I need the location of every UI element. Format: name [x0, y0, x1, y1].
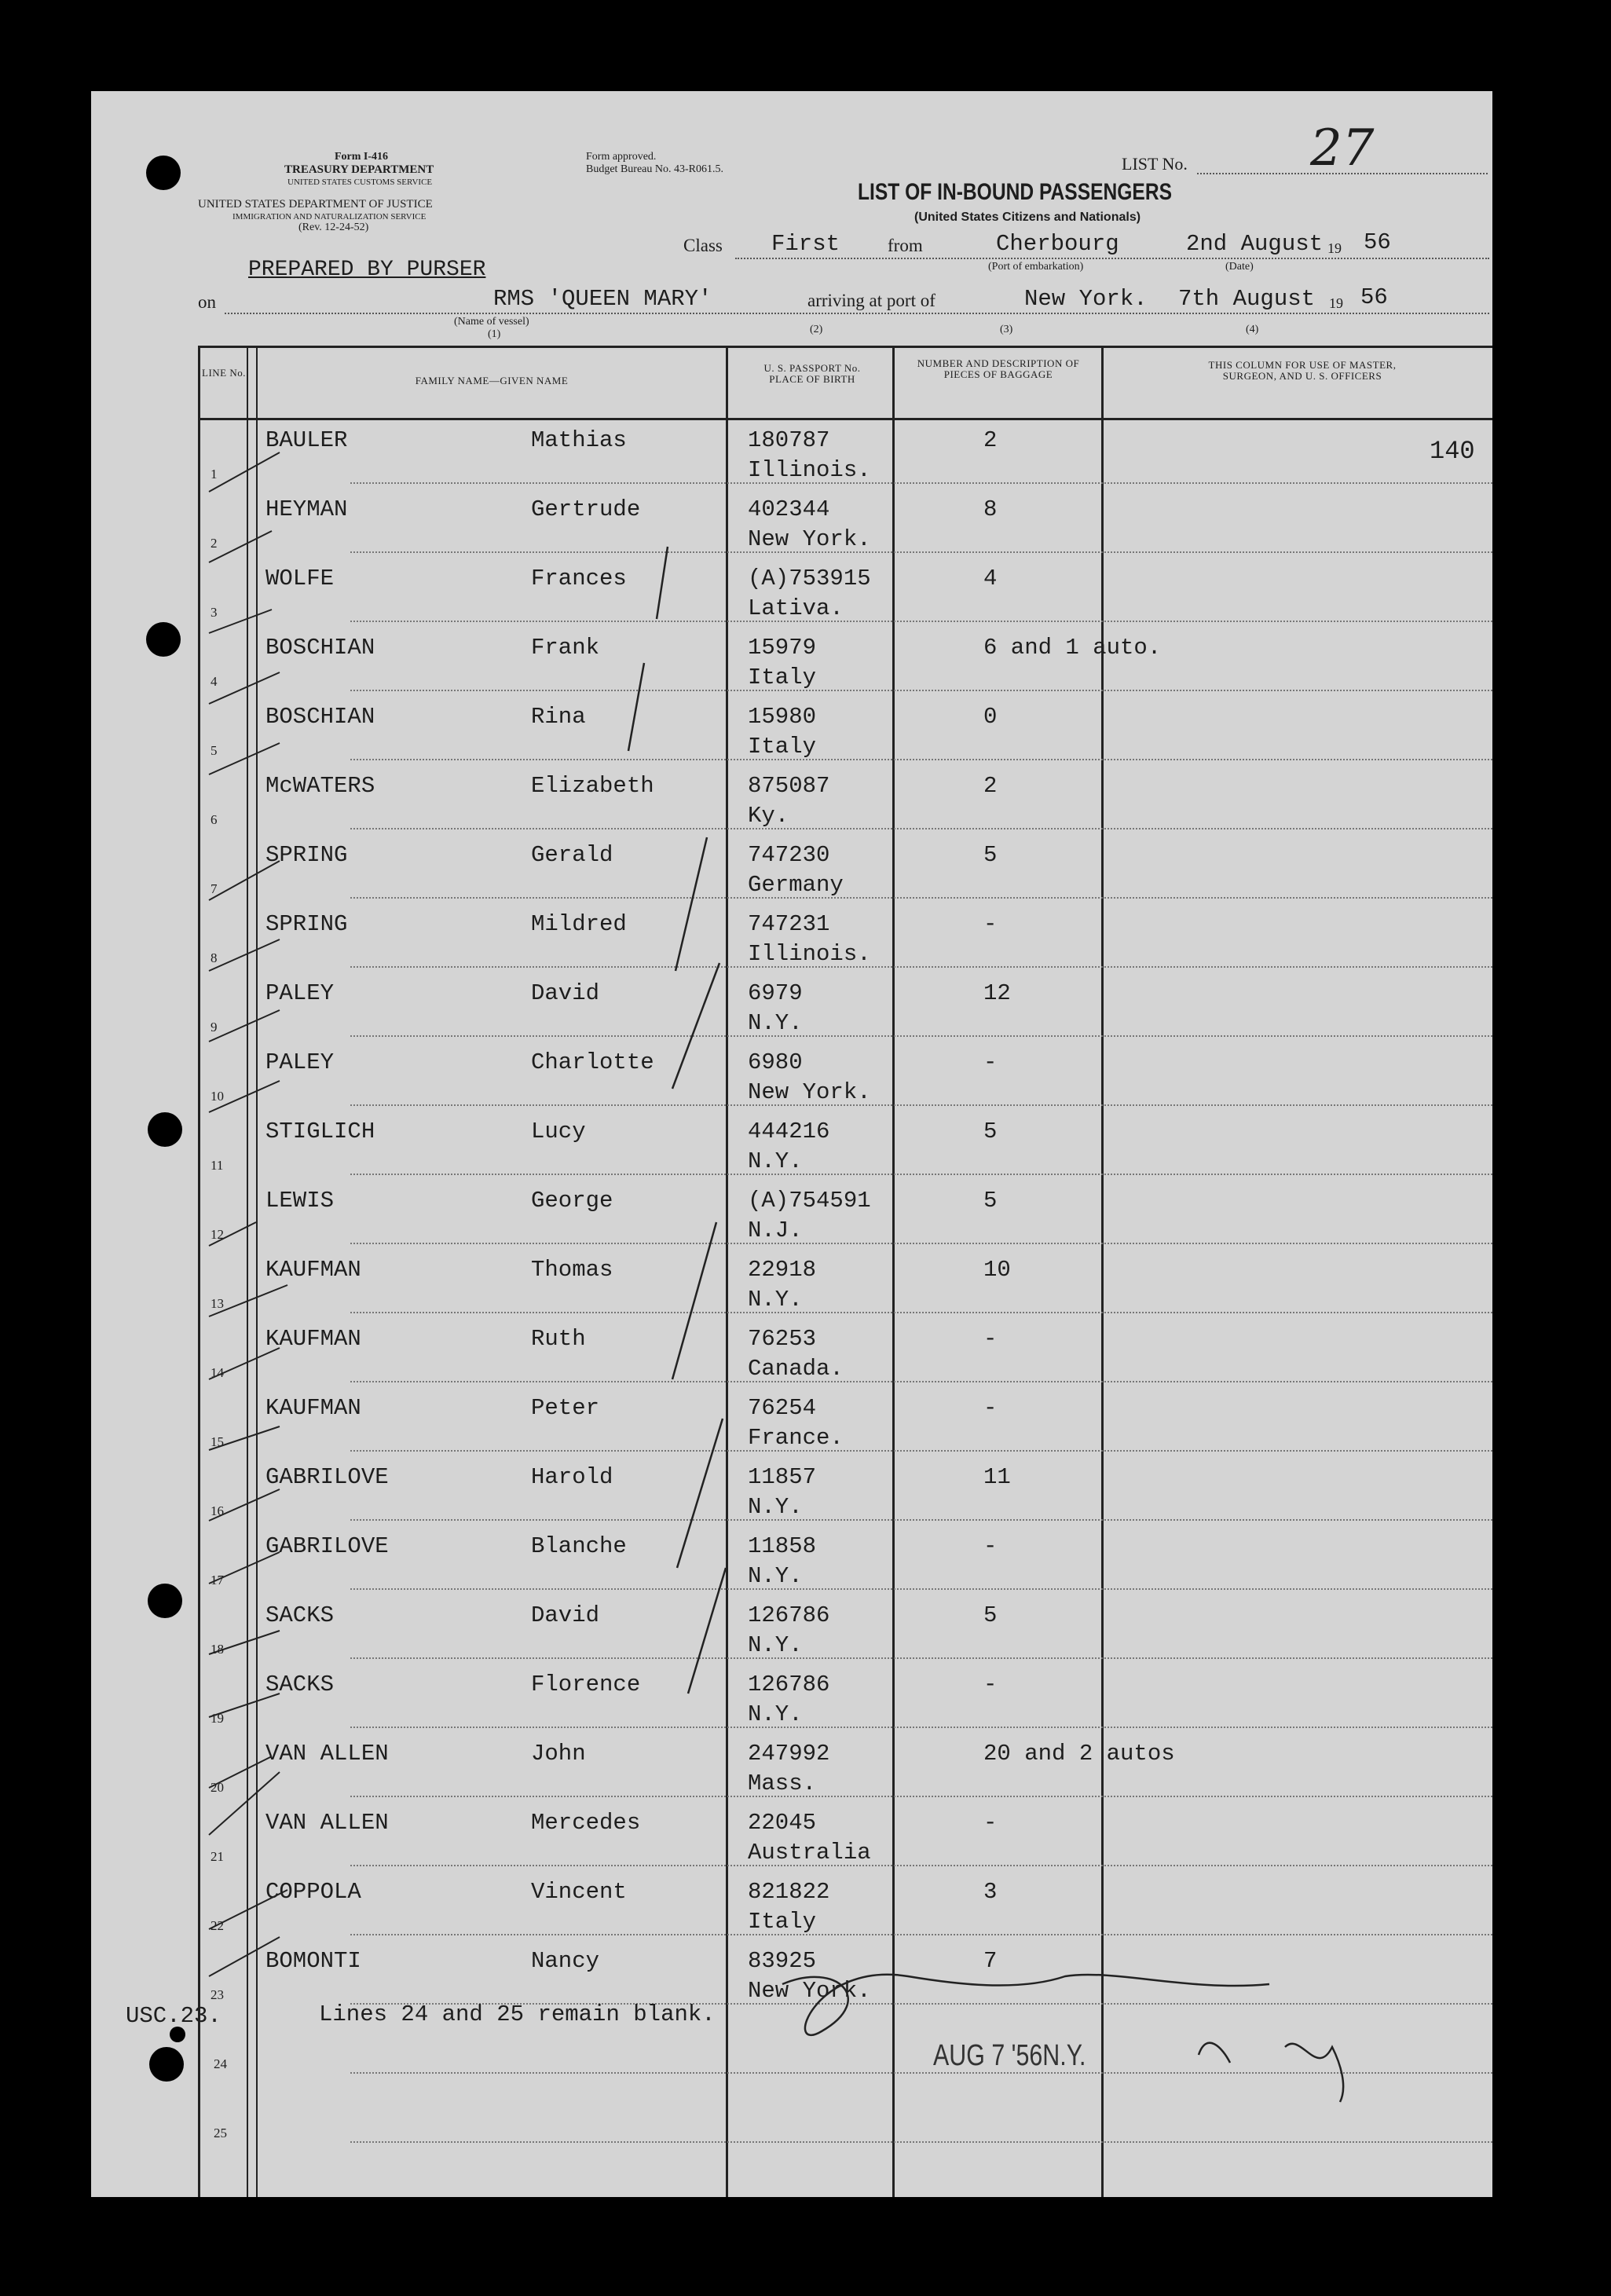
- baggage-count: 4: [983, 566, 998, 591]
- line-number: 1: [211, 467, 218, 482]
- baggage-count: -: [983, 1049, 998, 1075]
- baggage-count: 6 and 1 auto.: [983, 635, 1162, 661]
- passport-number: 180787: [748, 427, 830, 453]
- passenger-given-name: Gerald: [531, 842, 613, 868]
- line-number: 2: [211, 536, 218, 551]
- passport-number: 15980: [748, 704, 817, 730]
- passenger-family-name: SPRING: [265, 911, 348, 937]
- place-of-birth: Illinois.: [748, 941, 871, 967]
- passport-number: 247992: [748, 1741, 830, 1767]
- caption-3: (3): [1000, 324, 1013, 335]
- list-number-value: 27: [1310, 119, 1375, 178]
- passport-number: 11858: [748, 1533, 817, 1559]
- baggage-count: 12: [983, 980, 1011, 1006]
- page-title: LIST OF IN-BOUND PASSENGERS: [858, 179, 1173, 205]
- passenger-given-name: Rina: [531, 704, 586, 730]
- baggage-count: 7: [983, 1948, 998, 1974]
- passenger-given-name: Vincent: [531, 1879, 627, 1905]
- place-of-birth: N.J.: [748, 1218, 803, 1243]
- baggage-count: -: [983, 1672, 998, 1697]
- passport-number: 6980: [748, 1049, 803, 1075]
- baggage-count: 5: [983, 1602, 998, 1628]
- passenger-family-name: GABRILOVE: [265, 1464, 389, 1490]
- passenger-list-page: [91, 91, 1492, 2197]
- customs-service: UNITED STATES CUSTOMS SERVICE: [287, 178, 433, 187]
- passport-number: 15979: [748, 635, 817, 661]
- margin-code: USC.23.: [126, 2003, 222, 2029]
- passenger-given-name: John: [531, 1741, 586, 1767]
- baggage-count: 10: [983, 1257, 1011, 1283]
- line-number: 23: [211, 1987, 224, 2002]
- passenger-family-name: HEYMAN: [265, 496, 348, 522]
- passport-number: 126786: [748, 1602, 830, 1628]
- place-of-birth: Canada.: [748, 1356, 844, 1382]
- place-of-birth: Australia: [748, 1840, 871, 1866]
- on-label: on: [198, 292, 216, 312]
- passport-number: 402344: [748, 496, 830, 522]
- page-subtitle: (United States Citizens and Nationals): [914, 211, 1141, 224]
- vessel-caption: (Name of vessel): [454, 316, 529, 328]
- passport-number: 747230: [748, 842, 830, 868]
- passenger-given-name: Frank: [531, 635, 600, 661]
- line-number: 24: [214, 2056, 227, 2071]
- passenger-given-name: Frances: [531, 566, 627, 591]
- port-caption: (Port of embarkation): [988, 261, 1084, 273]
- passenger-given-name: George: [531, 1188, 613, 1214]
- line-number: 4: [211, 674, 218, 689]
- passenger-given-name: Lucy: [531, 1119, 586, 1144]
- place-of-birth: N.Y.: [748, 1701, 803, 1727]
- passenger-given-name: Harold: [531, 1464, 613, 1490]
- passenger-given-name: Gertrude: [531, 496, 641, 522]
- passenger-family-name: BAULER: [265, 427, 348, 453]
- passport-number: 747231: [748, 911, 830, 937]
- arrival-year-prefix: 19: [1329, 295, 1343, 311]
- passenger-family-name: LEWIS: [265, 1188, 335, 1214]
- passport-number: 6979: [748, 980, 803, 1006]
- header-official: THIS COLUMN FOR USE OF MASTER, SURGEON, AND U. S. OFFICERS: [1208, 359, 1397, 382]
- class-value: First: [771, 231, 840, 257]
- baggage-count: 8: [983, 496, 998, 522]
- check-marks: [209, 452, 287, 1976]
- line-number: 11: [211, 1158, 224, 1173]
- passenger-given-name: Mercedes: [531, 1810, 641, 1836]
- passenger-given-name: Peter: [531, 1395, 600, 1421]
- list-number-label: LIST No.: [1122, 154, 1188, 174]
- passenger-given-name: David: [531, 980, 600, 1006]
- line-number: 7: [211, 881, 218, 896]
- place-of-birth: Italy: [748, 1909, 817, 1935]
- vessel-name: RMS 'QUEEN MARY': [493, 286, 712, 312]
- passport-number: 821822: [748, 1879, 830, 1905]
- passport-number: 76253: [748, 1326, 817, 1352]
- passenger-given-name: Mildred: [531, 911, 627, 937]
- line-number: 16: [211, 1503, 224, 1518]
- baggage-count: 0: [983, 704, 998, 730]
- line-number: 18: [211, 1642, 224, 1657]
- passenger-family-name: VAN ALLEN: [265, 1741, 389, 1767]
- place-of-birth: N.Y.: [748, 1148, 803, 1174]
- baggage-count: 5: [983, 1119, 998, 1144]
- immigration-service: IMMIGRATION AND NATURALIZATION SERVICE: [232, 212, 427, 222]
- passenger-family-name: WOLFE: [265, 566, 335, 591]
- budget-bureau: Budget Bureau No. 43-R061.5.: [586, 163, 723, 175]
- passenger-given-name: Ruth: [531, 1326, 586, 1352]
- place-of-birth: Illinois.: [748, 457, 871, 483]
- line-number: 8: [211, 950, 218, 965]
- line-number: 3: [211, 605, 218, 620]
- passport-number: 11857: [748, 1464, 817, 1490]
- line-number: 12: [211, 1227, 224, 1242]
- place-of-birth: Ky.: [748, 803, 789, 829]
- passenger-family-name: BOSCHIAN: [265, 704, 375, 730]
- baggage-count: -: [983, 1810, 998, 1836]
- passenger-given-name: Florence: [531, 1672, 641, 1697]
- form-number: Form I-416: [335, 151, 389, 163]
- justice-department: UNITED STATES DEPARTMENT OF JUSTICE: [198, 198, 433, 211]
- line-number: 14: [211, 1365, 224, 1380]
- line-number: 21: [211, 1849, 224, 1864]
- passport-number: 83925: [748, 1948, 817, 1974]
- passport-number: 76254: [748, 1395, 817, 1421]
- line-number: 13: [211, 1296, 224, 1311]
- year-value: 56: [1364, 229, 1391, 255]
- place-of-birth: Mass.: [748, 1771, 817, 1796]
- passenger-family-name: KAUFMAN: [265, 1395, 361, 1421]
- header-baggage: NUMBER AND DESCRIPTION OF PIECES OF BAGGAGE: [917, 357, 1080, 380]
- caption-4: (4): [1246, 324, 1259, 335]
- line-number: 15: [211, 1434, 224, 1449]
- year-prefix: 19: [1327, 240, 1342, 256]
- passenger-family-name: SACKS: [265, 1602, 335, 1628]
- line-number: 10: [211, 1089, 224, 1104]
- passenger-family-name: SPRING: [265, 842, 348, 868]
- place-of-birth: N.Y.: [748, 1563, 803, 1589]
- passenger-family-name: VAN ALLEN: [265, 1810, 389, 1836]
- place-of-birth: New York.: [748, 1978, 871, 2004]
- line-number: 5: [211, 743, 218, 758]
- passenger-family-name: GABRILOVE: [265, 1533, 389, 1559]
- arrival-date: 7th August: [1178, 286, 1316, 312]
- baggage-count: 11: [983, 1464, 1011, 1490]
- arriving-label: arriving at port of: [807, 291, 935, 310]
- place-of-birth: Germany: [748, 872, 844, 898]
- passenger-family-name: COPPOLA: [265, 1879, 361, 1905]
- passport-number: 22918: [748, 1257, 817, 1283]
- place-of-birth: New York.: [748, 526, 871, 552]
- baggage-count: 2: [983, 427, 998, 453]
- passenger-given-name: Blanche: [531, 1533, 627, 1559]
- baggage-count: -: [983, 1395, 998, 1421]
- baggage-count: 20 and 2 autos: [983, 1741, 1175, 1767]
- line-number: 9: [211, 1020, 218, 1034]
- passenger-family-name: SACKS: [265, 1672, 335, 1697]
- baggage-count: -: [983, 1533, 998, 1559]
- place-of-birth: New York.: [748, 1079, 871, 1105]
- passenger-given-name: Nancy: [531, 1948, 600, 1974]
- place-of-birth: Lativa.: [748, 595, 844, 621]
- passport-number: (A)754591: [748, 1188, 871, 1214]
- arrival-port: New York.: [1024, 286, 1148, 312]
- passenger-family-name: PALEY: [265, 1049, 335, 1075]
- passenger-family-name: BOSCHIAN: [265, 635, 375, 661]
- place-of-birth: France.: [748, 1425, 844, 1451]
- place-of-birth: N.Y.: [748, 1632, 803, 1658]
- arrival-stamp: AUG 7 '56N.Y.: [933, 2039, 1086, 2072]
- passenger-family-name: PALEY: [265, 980, 335, 1006]
- caption-1: (1): [488, 328, 501, 340]
- line-number: 6: [211, 812, 218, 827]
- treasury-department: TREASURY DEPARTMENT: [284, 163, 434, 176]
- place-of-birth: Italy: [748, 734, 817, 760]
- passport-number: (A)753915: [748, 566, 871, 591]
- class-label: Class: [683, 236, 723, 255]
- caption-2: (2): [810, 324, 823, 335]
- handwritten-marks: [91, 91, 1492, 2197]
- passport-number: 444216: [748, 1119, 830, 1144]
- passenger-given-name: Elizabeth: [531, 773, 654, 799]
- arrival-year: 56: [1360, 284, 1388, 310]
- passenger-given-name: Charlotte: [531, 1049, 654, 1075]
- from-label: from: [888, 236, 923, 255]
- header-line-no: LINE No.: [202, 367, 246, 379]
- passport-number: 22045: [748, 1810, 817, 1836]
- place-of-birth: N.Y.: [748, 1494, 803, 1520]
- port-of-embarkation: Cherbourg: [996, 231, 1119, 257]
- baggage-count: 2: [983, 773, 998, 799]
- prepared-by: PREPARED BY PURSER: [248, 258, 486, 282]
- embarkation-date: 2nd August: [1186, 231, 1324, 257]
- line-number: 17: [211, 1573, 224, 1587]
- passenger-family-name: KAUFMAN: [265, 1326, 361, 1352]
- line-number: 25: [214, 2126, 227, 2140]
- line-number: 19: [211, 1711, 224, 1726]
- header-passport: U. S. PASSPORT No. PLACE OF BIRTH: [763, 362, 861, 385]
- form-approved: Form approved.: [586, 151, 657, 163]
- blank-lines-remark: Lines 24 and 25 remain blank.: [319, 2001, 716, 2027]
- place-of-birth: N.Y.: [748, 1010, 803, 1036]
- passport-number: 126786: [748, 1672, 830, 1697]
- place-of-birth: N.Y.: [748, 1287, 803, 1313]
- passenger-family-name: McWATERS: [265, 773, 375, 799]
- revision-date: (Rev. 12-24-52): [298, 222, 369, 233]
- header-name: FAMILY NAME—GIVEN NAME: [415, 375, 569, 386]
- official-note: 140: [1430, 437, 1475, 466]
- passport-number: 875087: [748, 773, 830, 799]
- passenger-family-name: BOMONTI: [265, 1948, 361, 1974]
- line-number: 20: [211, 1780, 224, 1795]
- passenger-given-name: Thomas: [531, 1257, 613, 1283]
- line-number: 22: [211, 1918, 224, 1933]
- baggage-count: -: [983, 1326, 998, 1352]
- passenger-given-name: David: [531, 1602, 600, 1628]
- place-of-birth: Italy: [748, 665, 817, 690]
- date-caption: (Date): [1225, 261, 1254, 273]
- baggage-count: 3: [983, 1879, 998, 1905]
- baggage-count: 5: [983, 1188, 998, 1214]
- passenger-family-name: STIGLICH: [265, 1119, 375, 1144]
- passenger-family-name: KAUFMAN: [265, 1257, 361, 1283]
- baggage-count: 5: [983, 842, 998, 868]
- passenger-given-name: Mathias: [531, 427, 627, 453]
- baggage-count: -: [983, 911, 998, 937]
